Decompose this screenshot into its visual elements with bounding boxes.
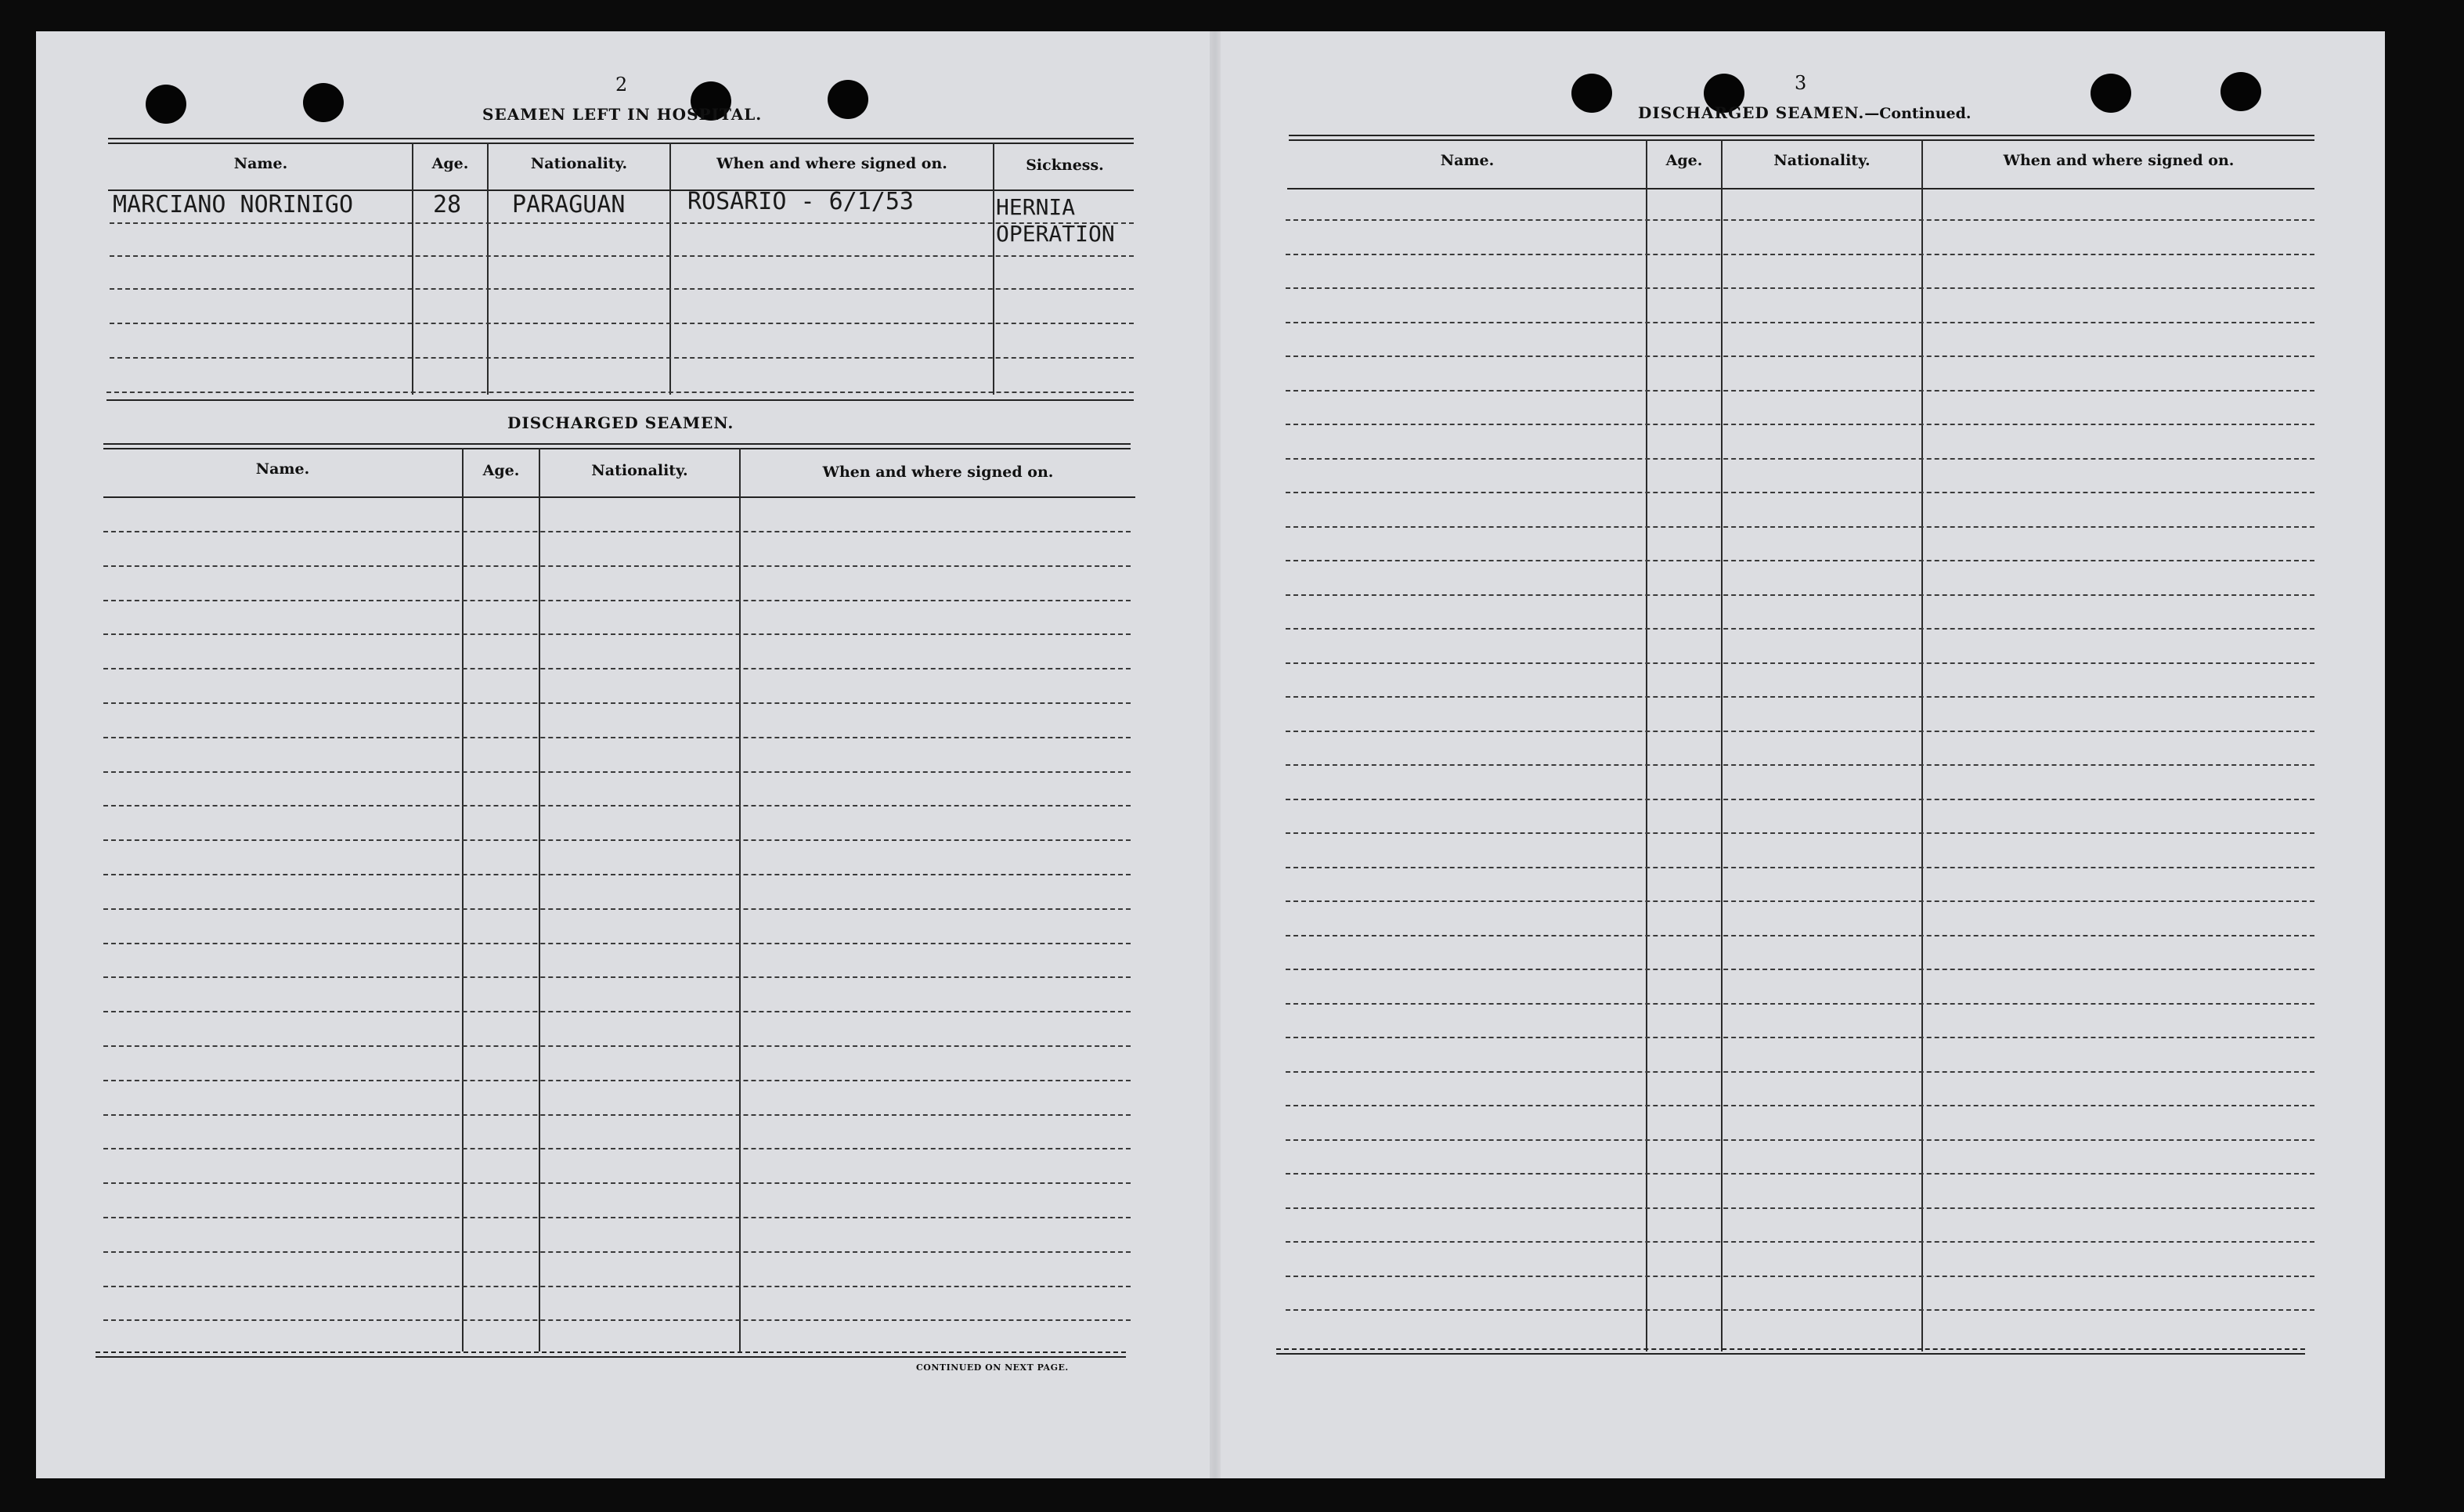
row-line (1286, 1003, 2314, 1005)
row-line (103, 1114, 1131, 1116)
row-line (1286, 1105, 2314, 1106)
entry-nationality: PARAGUAN (512, 191, 626, 218)
row-line (1286, 764, 2314, 766)
table-top-rule (108, 143, 1134, 144)
row-line (110, 222, 1134, 224)
column-header-nationality: Nationality. (1773, 152, 1871, 169)
row-line (1286, 594, 2314, 596)
table-top-rule (1289, 135, 2314, 136)
entry-signed-on: ROSARIO - 6/1/53 (687, 188, 914, 215)
row-line (103, 908, 1131, 910)
row-line (1286, 696, 2314, 698)
column-header-name: Name. (233, 155, 288, 172)
row-line (110, 288, 1134, 290)
row-line (1286, 1173, 2314, 1175)
column-header-name: Name. (1440, 152, 1495, 169)
row-line (1286, 969, 2314, 970)
table-top-rule (103, 448, 1131, 449)
row-line (1286, 731, 2314, 732)
row-line (106, 392, 1134, 393)
row-line (1286, 1071, 2314, 1073)
punch-hole (1571, 74, 1612, 113)
row-line (110, 255, 1134, 257)
row-line (1286, 322, 2314, 323)
section-rule (106, 399, 1134, 401)
column-divider (462, 448, 464, 1351)
row-line (1286, 458, 2314, 460)
row-line (103, 1286, 1131, 1287)
page-gutter (1210, 31, 1221, 1478)
column-header-signed-on: When and where signed on. (822, 464, 1054, 481)
row-line (1286, 560, 2314, 561)
row-line (103, 1045, 1131, 1047)
hospital-section-title: SEAMEN LEFT IN HOSPITAL. (482, 105, 763, 124)
column-header-signed-on: When and where signed on. (2003, 152, 2235, 169)
column-divider (539, 448, 540, 1351)
row-line (103, 565, 1131, 567)
table-top-rule (103, 443, 1131, 445)
row-line (1286, 867, 2314, 868)
row-line (103, 1251, 1131, 1253)
row-line (103, 1319, 1131, 1321)
row-line (103, 976, 1131, 978)
column-divider (739, 448, 741, 1351)
column-header-name: Name. (255, 460, 310, 478)
row-line (103, 531, 1131, 532)
punch-hole (146, 85, 186, 124)
table-header-rule (103, 496, 1135, 498)
row-line (1286, 628, 2314, 630)
continued-note: CONTINUED ON NEXT PAGE. (916, 1362, 1069, 1373)
row-line (1286, 219, 2314, 221)
row-line (103, 874, 1131, 875)
row-line (103, 1011, 1131, 1012)
row-line (103, 600, 1131, 601)
column-header-age: Age. (482, 462, 520, 479)
entry-sickness-line2: OPERATION (996, 221, 1115, 247)
table-header-rule (1287, 188, 2314, 189)
row-line (1286, 390, 2314, 392)
column-header-nationality: Nationality. (591, 462, 688, 479)
column-header-signed-on: When and where signed on. (716, 155, 947, 172)
row-line (1286, 1276, 2314, 1277)
row-line (103, 805, 1131, 807)
entry-sickness-line1: HERNIA (996, 194, 1076, 220)
row-line (1286, 287, 2314, 289)
row-line (110, 323, 1134, 324)
table-bottom-rule (96, 1351, 1126, 1353)
title-suffix: —Continued. (1864, 105, 1972, 122)
table-bottom-rule (96, 1356, 1126, 1358)
row-line (1286, 935, 2314, 936)
table-top-rule (108, 138, 1134, 139)
row-line (103, 839, 1131, 841)
punch-hole (303, 83, 344, 122)
punch-hole (2091, 74, 2131, 113)
row-line (1286, 900, 2314, 902)
row-line (1286, 1241, 2314, 1243)
column-header-nationality: Nationality. (530, 155, 628, 172)
row-line (103, 1217, 1131, 1218)
row-line (1286, 832, 2314, 834)
table-bottom-rule (1276, 1353, 2305, 1355)
discharged-continued-title (1638, 103, 1972, 122)
entry-name: MARCIANO NORINIGO (113, 191, 354, 218)
page-number-right: 3 (1795, 72, 1807, 94)
row-line (1286, 526, 2314, 528)
row-line (110, 357, 1134, 359)
punch-hole (828, 80, 868, 119)
punch-hole (2220, 72, 2261, 111)
row-line (1286, 1207, 2314, 1209)
row-line (103, 668, 1131, 669)
discharged-section-title: DISCHARGED SEAMEN. (507, 413, 734, 432)
column-header-age: Age. (1665, 152, 1703, 169)
row-line (103, 633, 1131, 635)
row-line (1286, 1139, 2314, 1141)
table-top-rule (1289, 139, 2314, 141)
row-line (103, 702, 1131, 704)
row-line (103, 737, 1131, 738)
row-line (1286, 662, 2314, 664)
row-line (103, 943, 1131, 944)
row-line (103, 1148, 1131, 1149)
row-line (103, 771, 1131, 773)
entry-age: 28 (433, 191, 462, 218)
row-line (103, 1080, 1131, 1081)
row-line (1286, 492, 2314, 493)
row-line (1286, 355, 2314, 357)
column-header-age: Age. (431, 155, 469, 172)
row-line (103, 1182, 1131, 1184)
title-text: DISCHARGED SEAMEN. (1638, 103, 1865, 122)
row-line (1286, 1037, 2314, 1038)
row-line (1286, 254, 2314, 255)
page-number-left: 2 (615, 74, 628, 96)
row-line (1286, 1309, 2314, 1311)
row-line (1286, 799, 2314, 800)
row-line (1286, 424, 2314, 425)
column-header-sickness: Sickness. (1026, 157, 1104, 174)
table-bottom-rule (1276, 1348, 2305, 1350)
